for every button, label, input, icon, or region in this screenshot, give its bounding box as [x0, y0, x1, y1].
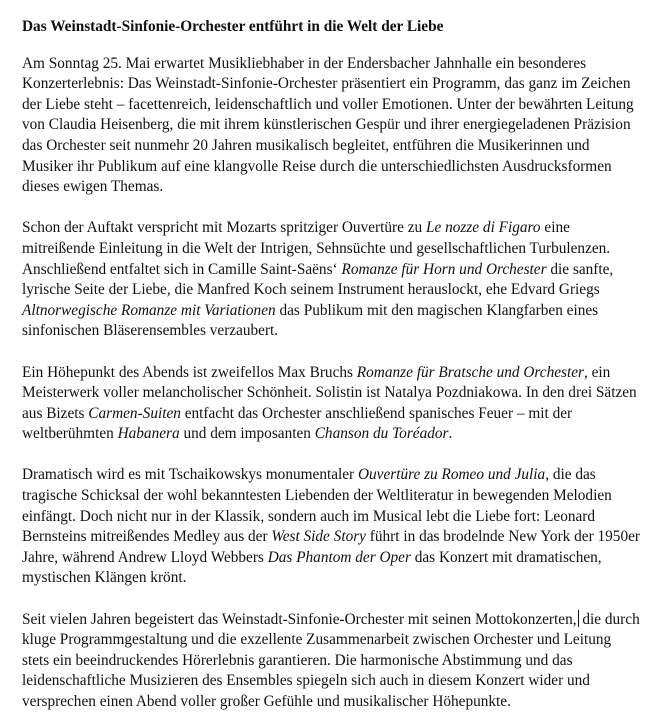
text-run: und dem imposanten [179, 425, 315, 443]
paragraph-2 [22, 218, 642, 342]
paragraph-spacer [22, 198, 642, 219]
text-run: das Publikum mit den magischen Klangfarben eines sinfonischen Bläserensembles verzaubert. [22, 301, 599, 340]
paragraph-1 [22, 54, 642, 198]
italic-run: Habanera [117, 425, 180, 443]
text-run: die durch kluge Programmgestaltung und die exzellente Zusammenarbeit zwischen Orchester und Leitung stets ein beeindruckendes Hörerlebnis garantieren. Die harmonische Abstimmung und das leidenschaftliche Musizieren des Ensembles spiegeln sich auch in diesem Konzert wider und versprechen einen Abend voller großer Gefühle und musikalischer Höhepunkte. [22, 610, 640, 710]
text-run: , die das tragische Schicksal der wohl bekanntesten Liebenden der Weltliteratur in bewegenden Melodien einfängt. Doch nicht nur in der Klassik, sondern auch im Musical lebt die Liebe fort: Leonard Bernsteins mitreißendes Medley aus der [22, 466, 612, 546]
text-run: eine mitreißende Einleitung in die Welt der Intrigen, Sehnsüchte und gesellschaftlichen Turbulenzen. Anschließend entfaltet sich in Camille Saint-Saëns‘ [22, 219, 611, 278]
document-title: Das Weinstadt-Sinfonie-Orchester entführt in die Welt der Liebe [22, 18, 444, 35]
italic-run: Le nozze di Figaro [425, 219, 541, 237]
italic-run: Carmen-Suiten [88, 404, 181, 422]
text-run: , ein Meisterwerk voller melancholischer Schönheit. Solistin ist Natalya Pozdniakowa. In den drei Sätzen aus Bizets [22, 363, 637, 422]
paragraph-spacer [22, 342, 642, 363]
italic-run: Altnorwegische Romanze mit Variationen [22, 301, 276, 319]
text-run: . [448, 425, 453, 443]
spacer [22, 38, 642, 54]
document-body[interactable] [22, 54, 642, 713]
paragraph-3 [22, 363, 642, 445]
text-run: das Konzert mit dramatischen, mystischen Klängen krönt. [22, 548, 602, 587]
italic-run: Ouvertüre zu Romeo und Julia [357, 466, 546, 484]
text-run: Am Sonntag 25. Mai erwartet Musikliebhaber in der Endersbacher Jahnhalle ein besonderes Konzerterlebnis: Das Weinstadt-Sinfonie-Orchester präsentiert ein Programm, das ganz im Zeichen der Liebe steht – facettenreich, leidenschaftlich und voller Emotionen. Unter der bewährten Leitung von Claudia Heisenberg, die mit ihrem künstlerischen Gespür und ihrer energiegeladenen Präzision das Orchester seit nunmehr 20 Jahren musikalisch begleitet, entführen die Musikerinnen und Musiker ihr Publikum auf eine klangvolle Reise durch die unterschiedlichsten Ausdrucksformen dieses ewigen Themas. [22, 54, 634, 196]
italic-run: Romanze für Horn und Orchester [341, 260, 547, 278]
italic-run: Das Phantom der Oper [267, 548, 411, 566]
paragraph-spacer [22, 589, 642, 610]
text-run: die sanfte, lyrische Seite der Liebe, die Manfred Koch seinem Instrument herauslockt, ehe Edvard Griegs [22, 260, 614, 299]
text-run: Dramatisch wird es mit Tschaikowskys monumentaler [22, 466, 358, 484]
italic-run: Romanze für Bratsche und Orchester [356, 363, 584, 381]
paragraph-5 [22, 610, 642, 713]
text-run: Schon der Auftakt verspricht mit Mozarts spritziger Ouvertüre zu [22, 219, 426, 237]
text-run: führt in das brodelnde New York der 1950er Jahre, während Andrew Lloyd Webbers [22, 528, 640, 566]
italic-run: West Side Story [271, 528, 366, 546]
italic-run: Chanson du Toréador [314, 425, 449, 443]
paragraph-spacer [22, 445, 642, 466]
paragraph-4 [22, 465, 642, 589]
text-run: entfacht das Orchester anschließend spanisches Feuer – mit der weltberühmten [22, 404, 573, 443]
text-run: Ein Höhepunkt des Abends ist zweifellos Max Bruchs [22, 363, 357, 381]
text-run: Seit vielen Jahren begeistert das Weinstadt-Sinfonie-Orchester mit seinen Mottokonzerten, [22, 610, 577, 628]
document-page[interactable] [22, 0, 642, 713]
